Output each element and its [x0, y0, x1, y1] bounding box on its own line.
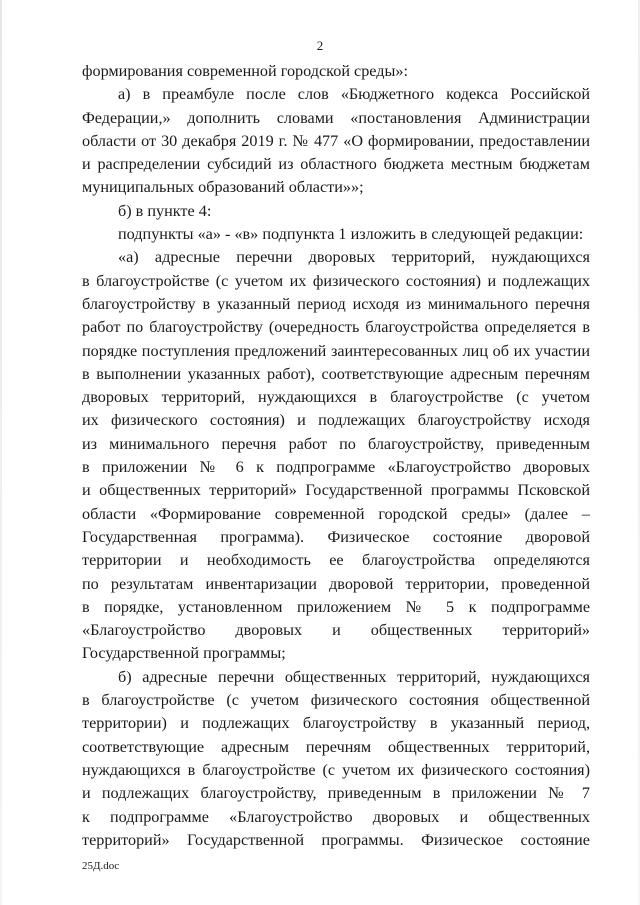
text-line: территорий» Государственной программы. Физическое состояние	[82, 830, 590, 849]
text-line: в приложении № 6 к подпрограмме «Благоустройство дворовых	[82, 458, 590, 477]
text-line: области от 30 декабря 2019 г. № 477 «О формировании, предоставлении	[82, 131, 590, 150]
document-body	[82, 60, 590, 852]
text-line: и подлежащих благоустройству, приведенным в приложении № 7	[82, 784, 590, 803]
text-line: дворовых территорий, нуждающихся в благоустройстве (с учетом	[82, 388, 590, 407]
text-line: «Благоустройство дворовых и общественных территорий»	[82, 621, 590, 640]
text-line: в порядке, установленном приложением № 5 к подпрограмме	[82, 597, 590, 616]
text-line: нуждающихся в благоустройстве (с учетом их физического состояния)	[82, 760, 590, 779]
text-line: области «Формирование современной городской среды» (далее –	[82, 504, 590, 523]
text-line: порядке поступления предложений заинтересованных лиц об их участии	[82, 341, 590, 360]
text-line: и общественных территорий» Государственной программы Псковской	[82, 481, 590, 500]
text-line: Государственной программы;	[82, 644, 286, 663]
text-line: по результатам инвентаризации дворовой территории, проведенной	[82, 574, 590, 593]
text-line: муниципальных образований области»»;	[82, 178, 364, 197]
text-line: их физического состояния) и подлежащих благоустройству исходя	[82, 411, 590, 430]
text-line: к подпрограмме «Благоустройство дворовых и общественных	[82, 807, 590, 826]
text-line: территории и необходимость ее благоустройства определяются	[82, 551, 590, 570]
text-line: из минимального перечня работ по благоустройству, приведенным	[82, 434, 590, 453]
text-line: подпункты «а» - «в» подпункта 1 изложить в следующей редакции:	[118, 225, 584, 244]
text-line: «а) адресные перечни дворовых территорий, нуждающихся	[118, 248, 590, 267]
footer-filename: 25Д.doc	[82, 860, 120, 872]
text-line: а) в преамбуле после слов «Бюджетного кодекса Российской	[118, 85, 590, 104]
text-line: Федерации,» дополнить словами «постановления Администрации	[82, 108, 590, 127]
text-line: в благоустройстве (с учетом физического состояния общественной	[82, 691, 590, 710]
text-line: формирования современной городской среды»:	[82, 62, 408, 80]
text-line: соответствующие адресным перечням общественных территорий,	[82, 737, 590, 756]
page-number: 2	[316, 38, 324, 53]
text-line: работ по благоустройству (очередность благоустройства определяется в	[82, 318, 590, 337]
text-line: и распределении субсидий из областного бюджета местным бюджетам	[82, 155, 590, 174]
text-line: в благоустройстве (с учетом их физического состояния) и подлежащих	[82, 271, 590, 290]
text-line: территории) и подлежащих благоустройству в указанный период,	[82, 714, 590, 733]
scan-edge-left	[0, 0, 2, 905]
text-line: благоустройству в указанный период исходя из минимального перечня	[82, 294, 590, 313]
text-line: Государственная программа). Физическое состояние дворовой	[82, 527, 590, 546]
text-line: б) адресные перечни общественных территорий, нуждающихся	[118, 667, 590, 686]
text-line: в выполнении указанных работ), соответствующие адресным перечням	[82, 364, 590, 383]
text-line: б) в пункте 4:	[118, 201, 212, 220]
